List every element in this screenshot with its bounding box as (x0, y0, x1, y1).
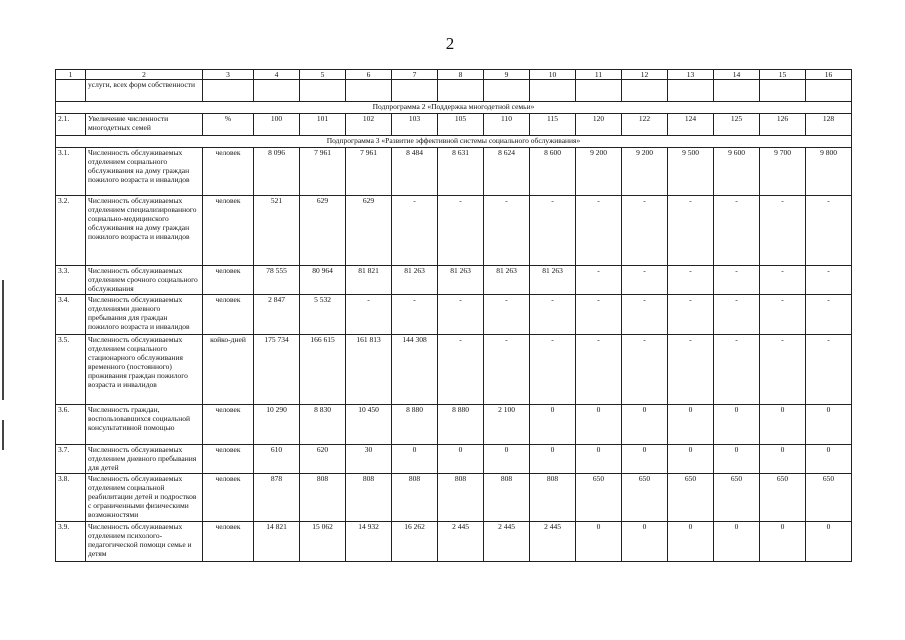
unit-cell (203, 80, 254, 102)
indicator-name: Численность обслуживаемых отделением дневного пребывания для детей (86, 445, 203, 474)
value-cell: 126 (760, 114, 806, 136)
value-cell (668, 80, 714, 102)
value-cell: - (714, 266, 760, 295)
column-number-cell: 10 (530, 70, 576, 80)
value-cell: 105 (438, 114, 484, 136)
value-cell: 0 (714, 522, 760, 562)
unit-cell: человек (203, 405, 254, 445)
value-cell: 100 (254, 114, 300, 136)
indicator-name: Численность обслуживаемых отделением социальной реабилитации детей и подростков с ограниченными физическими возможностями (86, 474, 203, 522)
value-cell: 808 (346, 474, 392, 522)
column-number-cell: 11 (576, 70, 622, 80)
row-number: 3.8. (56, 474, 86, 522)
value-cell: - (622, 196, 668, 266)
value-cell (530, 80, 576, 102)
unit-cell: человек (203, 474, 254, 522)
row-number: 3.1. (56, 148, 86, 196)
value-cell: - (668, 266, 714, 295)
value-cell: 80 964 (300, 266, 346, 295)
value-cell: 0 (760, 445, 806, 474)
value-cell: 0 (576, 445, 622, 474)
value-cell: - (392, 295, 438, 335)
row-number: 2.1. (56, 114, 86, 136)
table-row (56, 522, 852, 562)
value-cell: 9 700 (760, 148, 806, 196)
value-cell: 101 (300, 114, 346, 136)
value-cell: 81 821 (346, 266, 392, 295)
unit-cell: % (203, 114, 254, 136)
value-cell: 122 (622, 114, 668, 136)
subprogram-row (56, 102, 852, 114)
value-cell: 0 (622, 405, 668, 445)
binding-mark-top (2, 280, 4, 400)
value-cell: 78 555 (254, 266, 300, 295)
value-cell: 8 096 (254, 148, 300, 196)
row-number: 3.5. (56, 335, 86, 405)
value-cell: 103 (392, 114, 438, 136)
table-row (56, 80, 852, 102)
value-cell: - (668, 295, 714, 335)
row-number: 3.6. (56, 405, 86, 445)
row-number: 3.9. (56, 522, 86, 562)
indicator-name: Численность обслуживаемых отделением социального обслуживания на дому граждан пожилого возраста и инвалидов (86, 148, 203, 196)
value-cell: 2 445 (530, 522, 576, 562)
table-row (56, 148, 852, 196)
value-cell: 175 734 (254, 335, 300, 405)
value-cell: - (622, 295, 668, 335)
value-cell: 14 821 (254, 522, 300, 562)
value-cell: 0 (530, 445, 576, 474)
value-cell: - (714, 295, 760, 335)
value-cell (346, 80, 392, 102)
column-number-cell: 3 (203, 70, 254, 80)
value-cell: 9 500 (668, 148, 714, 196)
value-cell: 0 (714, 405, 760, 445)
value-cell: 161 813 (346, 335, 392, 405)
value-cell: 8 600 (530, 148, 576, 196)
table-row (56, 474, 852, 522)
unit-cell: койко-дней (203, 335, 254, 405)
value-cell: - (484, 335, 530, 405)
value-cell: 629 (300, 196, 346, 266)
column-number-cell: 6 (346, 70, 392, 80)
indicator-name: Численность обслуживаемых отделением социального стационарного обслуживания временного (постоянного) проживания граждан пожилого возраста и инвалидов (86, 335, 203, 405)
value-cell: 650 (714, 474, 760, 522)
indicators-table (55, 69, 852, 562)
value-cell: 808 (484, 474, 530, 522)
value-cell: 7 961 (300, 148, 346, 196)
value-cell: 0 (668, 405, 714, 445)
column-number-cell: 2 (86, 70, 203, 80)
value-cell: 620 (300, 445, 346, 474)
value-cell: 0 (576, 405, 622, 445)
row-number: 3.3. (56, 266, 86, 295)
value-cell: 128 (806, 114, 852, 136)
indicator-name: Численность граждан, воспользовавшихся социальной консультативной помощью (86, 405, 203, 445)
value-cell: 0 (622, 522, 668, 562)
value-cell: 808 (438, 474, 484, 522)
value-cell: 110 (484, 114, 530, 136)
value-cell: - (622, 266, 668, 295)
table-row (56, 295, 852, 335)
column-number-cell: 12 (622, 70, 668, 80)
value-cell: 0 (760, 405, 806, 445)
value-cell: - (530, 335, 576, 405)
value-cell: 0 (760, 522, 806, 562)
value-cell (484, 80, 530, 102)
column-number-cell: 9 (484, 70, 530, 80)
indicator-name: Увеличение численности многодетных семей (86, 114, 203, 136)
value-cell: 0 (806, 522, 852, 562)
value-cell: 650 (576, 474, 622, 522)
value-cell: 115 (530, 114, 576, 136)
value-cell: 650 (668, 474, 714, 522)
column-number-cell: 13 (668, 70, 714, 80)
indicator-name: услуги, всех форм собственности (86, 80, 203, 102)
column-number-cell: 5 (300, 70, 346, 80)
row-number: 3.7. (56, 445, 86, 474)
value-cell: 8 880 (392, 405, 438, 445)
value-cell: 808 (530, 474, 576, 522)
value-cell: 808 (300, 474, 346, 522)
subprogram-row (56, 136, 852, 148)
table-row (56, 266, 852, 295)
value-cell: - (576, 335, 622, 405)
table-row (56, 114, 852, 136)
value-cell: - (484, 196, 530, 266)
value-cell: - (760, 196, 806, 266)
column-number-cell: 1 (56, 70, 86, 80)
table-row (56, 405, 852, 445)
indicator-name: Численность обслуживаемых отделением специализированного социально-медицинского обслуживания на дому граждан пожилого возраста и инвалидов (86, 196, 203, 266)
value-cell (254, 80, 300, 102)
value-cell: 8 624 (484, 148, 530, 196)
value-cell: 9 800 (806, 148, 852, 196)
value-cell: 0 (714, 445, 760, 474)
value-cell: 9 200 (622, 148, 668, 196)
value-cell: 610 (254, 445, 300, 474)
unit-cell: человек (203, 522, 254, 562)
value-cell: - (668, 335, 714, 405)
indicator-name: Численность обслуживаемых отделениями дневного пребывания для граждан пожилого возраста и инвалидов (86, 295, 203, 335)
value-cell: - (576, 266, 622, 295)
unit-cell: человек (203, 196, 254, 266)
value-cell: - (760, 266, 806, 295)
value-cell: 5 532 (300, 295, 346, 335)
table-row (56, 196, 852, 266)
value-cell: 166 615 (300, 335, 346, 405)
table-row (56, 335, 852, 405)
value-cell: 144 308 (392, 335, 438, 405)
unit-cell: человек (203, 266, 254, 295)
value-cell: 7 961 (346, 148, 392, 196)
unit-cell: человек (203, 148, 254, 196)
value-cell: 8 880 (438, 405, 484, 445)
column-number-cell: 14 (714, 70, 760, 80)
value-cell: - (760, 335, 806, 405)
value-cell: 125 (714, 114, 760, 136)
value-cell: - (576, 196, 622, 266)
value-cell: 0 (530, 405, 576, 445)
binding-mark-bottom (2, 420, 4, 450)
value-cell: 120 (576, 114, 622, 136)
value-cell: 650 (806, 474, 852, 522)
value-cell: 0 (438, 445, 484, 474)
value-cell: 2 100 (484, 405, 530, 445)
value-cell: 2 847 (254, 295, 300, 335)
value-cell: - (530, 196, 576, 266)
table-row (56, 445, 852, 474)
value-cell: 650 (622, 474, 668, 522)
value-cell: 0 (622, 445, 668, 474)
value-cell: - (530, 295, 576, 335)
value-cell: 808 (392, 474, 438, 522)
value-cell: - (760, 295, 806, 335)
value-cell: 8 631 (438, 148, 484, 196)
unit-cell: человек (203, 445, 254, 474)
value-cell: 0 (484, 445, 530, 474)
subprogram-title: Подпрограмма 2 «Поддержка многодетной семьи» (56, 102, 852, 114)
value-cell: - (346, 295, 392, 335)
value-cell: 10 290 (254, 405, 300, 445)
value-cell (300, 80, 346, 102)
value-cell (714, 80, 760, 102)
value-cell: 124 (668, 114, 714, 136)
value-cell: - (484, 295, 530, 335)
column-number-cell: 8 (438, 70, 484, 80)
value-cell: 521 (254, 196, 300, 266)
value-cell (806, 80, 852, 102)
value-cell: 10 450 (346, 405, 392, 445)
value-cell: 0 (668, 445, 714, 474)
column-number-cell: 15 (760, 70, 806, 80)
column-number-cell: 7 (392, 70, 438, 80)
value-cell: 8 484 (392, 148, 438, 196)
value-cell: - (806, 295, 852, 335)
indicator-name: Численность обслуживаемых отделением психолого-педагогической помощи семье и детям (86, 522, 203, 562)
value-cell: - (806, 335, 852, 405)
value-cell: - (392, 196, 438, 266)
value-cell: - (806, 266, 852, 295)
value-cell: 9 200 (576, 148, 622, 196)
value-cell: 0 (806, 445, 852, 474)
value-cell (576, 80, 622, 102)
value-cell: 0 (576, 522, 622, 562)
value-cell: 16 262 (392, 522, 438, 562)
value-cell (760, 80, 806, 102)
value-cell: 9 600 (714, 148, 760, 196)
column-number-row (56, 70, 852, 80)
value-cell: 15 062 (300, 522, 346, 562)
value-cell: 629 (346, 196, 392, 266)
value-cell: - (714, 335, 760, 405)
unit-cell: человек (203, 295, 254, 335)
value-cell: - (438, 335, 484, 405)
value-cell: 0 (806, 405, 852, 445)
value-cell: 14 932 (346, 522, 392, 562)
value-cell: 81 263 (438, 266, 484, 295)
row-number: 3.2. (56, 196, 86, 266)
value-cell: 0 (392, 445, 438, 474)
value-cell: 0 (668, 522, 714, 562)
value-cell: - (622, 335, 668, 405)
value-cell: 81 263 (530, 266, 576, 295)
value-cell: 650 (760, 474, 806, 522)
value-cell: 2 445 (438, 522, 484, 562)
page-number: 2 (445, 34, 455, 53)
value-cell: - (438, 196, 484, 266)
value-cell (438, 80, 484, 102)
value-cell: 81 263 (484, 266, 530, 295)
value-cell (392, 80, 438, 102)
value-cell: 2 445 (484, 522, 530, 562)
value-cell: - (806, 196, 852, 266)
value-cell: 878 (254, 474, 300, 522)
column-number-cell: 4 (254, 70, 300, 80)
value-cell: - (438, 295, 484, 335)
row-number (56, 80, 86, 102)
value-cell: 30 (346, 445, 392, 474)
value-cell: - (668, 196, 714, 266)
column-number-cell: 16 (806, 70, 852, 80)
subprogram-title: Подпрограмма 3 «Развитие эффективной системы социального обслуживания» (56, 136, 852, 148)
value-cell: 102 (346, 114, 392, 136)
row-number: 3.4. (56, 295, 86, 335)
value-cell: 81 263 (392, 266, 438, 295)
indicator-name: Численность обслуживаемых отделением срочного социального обслуживания (86, 266, 203, 295)
value-cell: 8 830 (300, 405, 346, 445)
value-cell: - (714, 196, 760, 266)
value-cell (622, 80, 668, 102)
value-cell: - (576, 295, 622, 335)
